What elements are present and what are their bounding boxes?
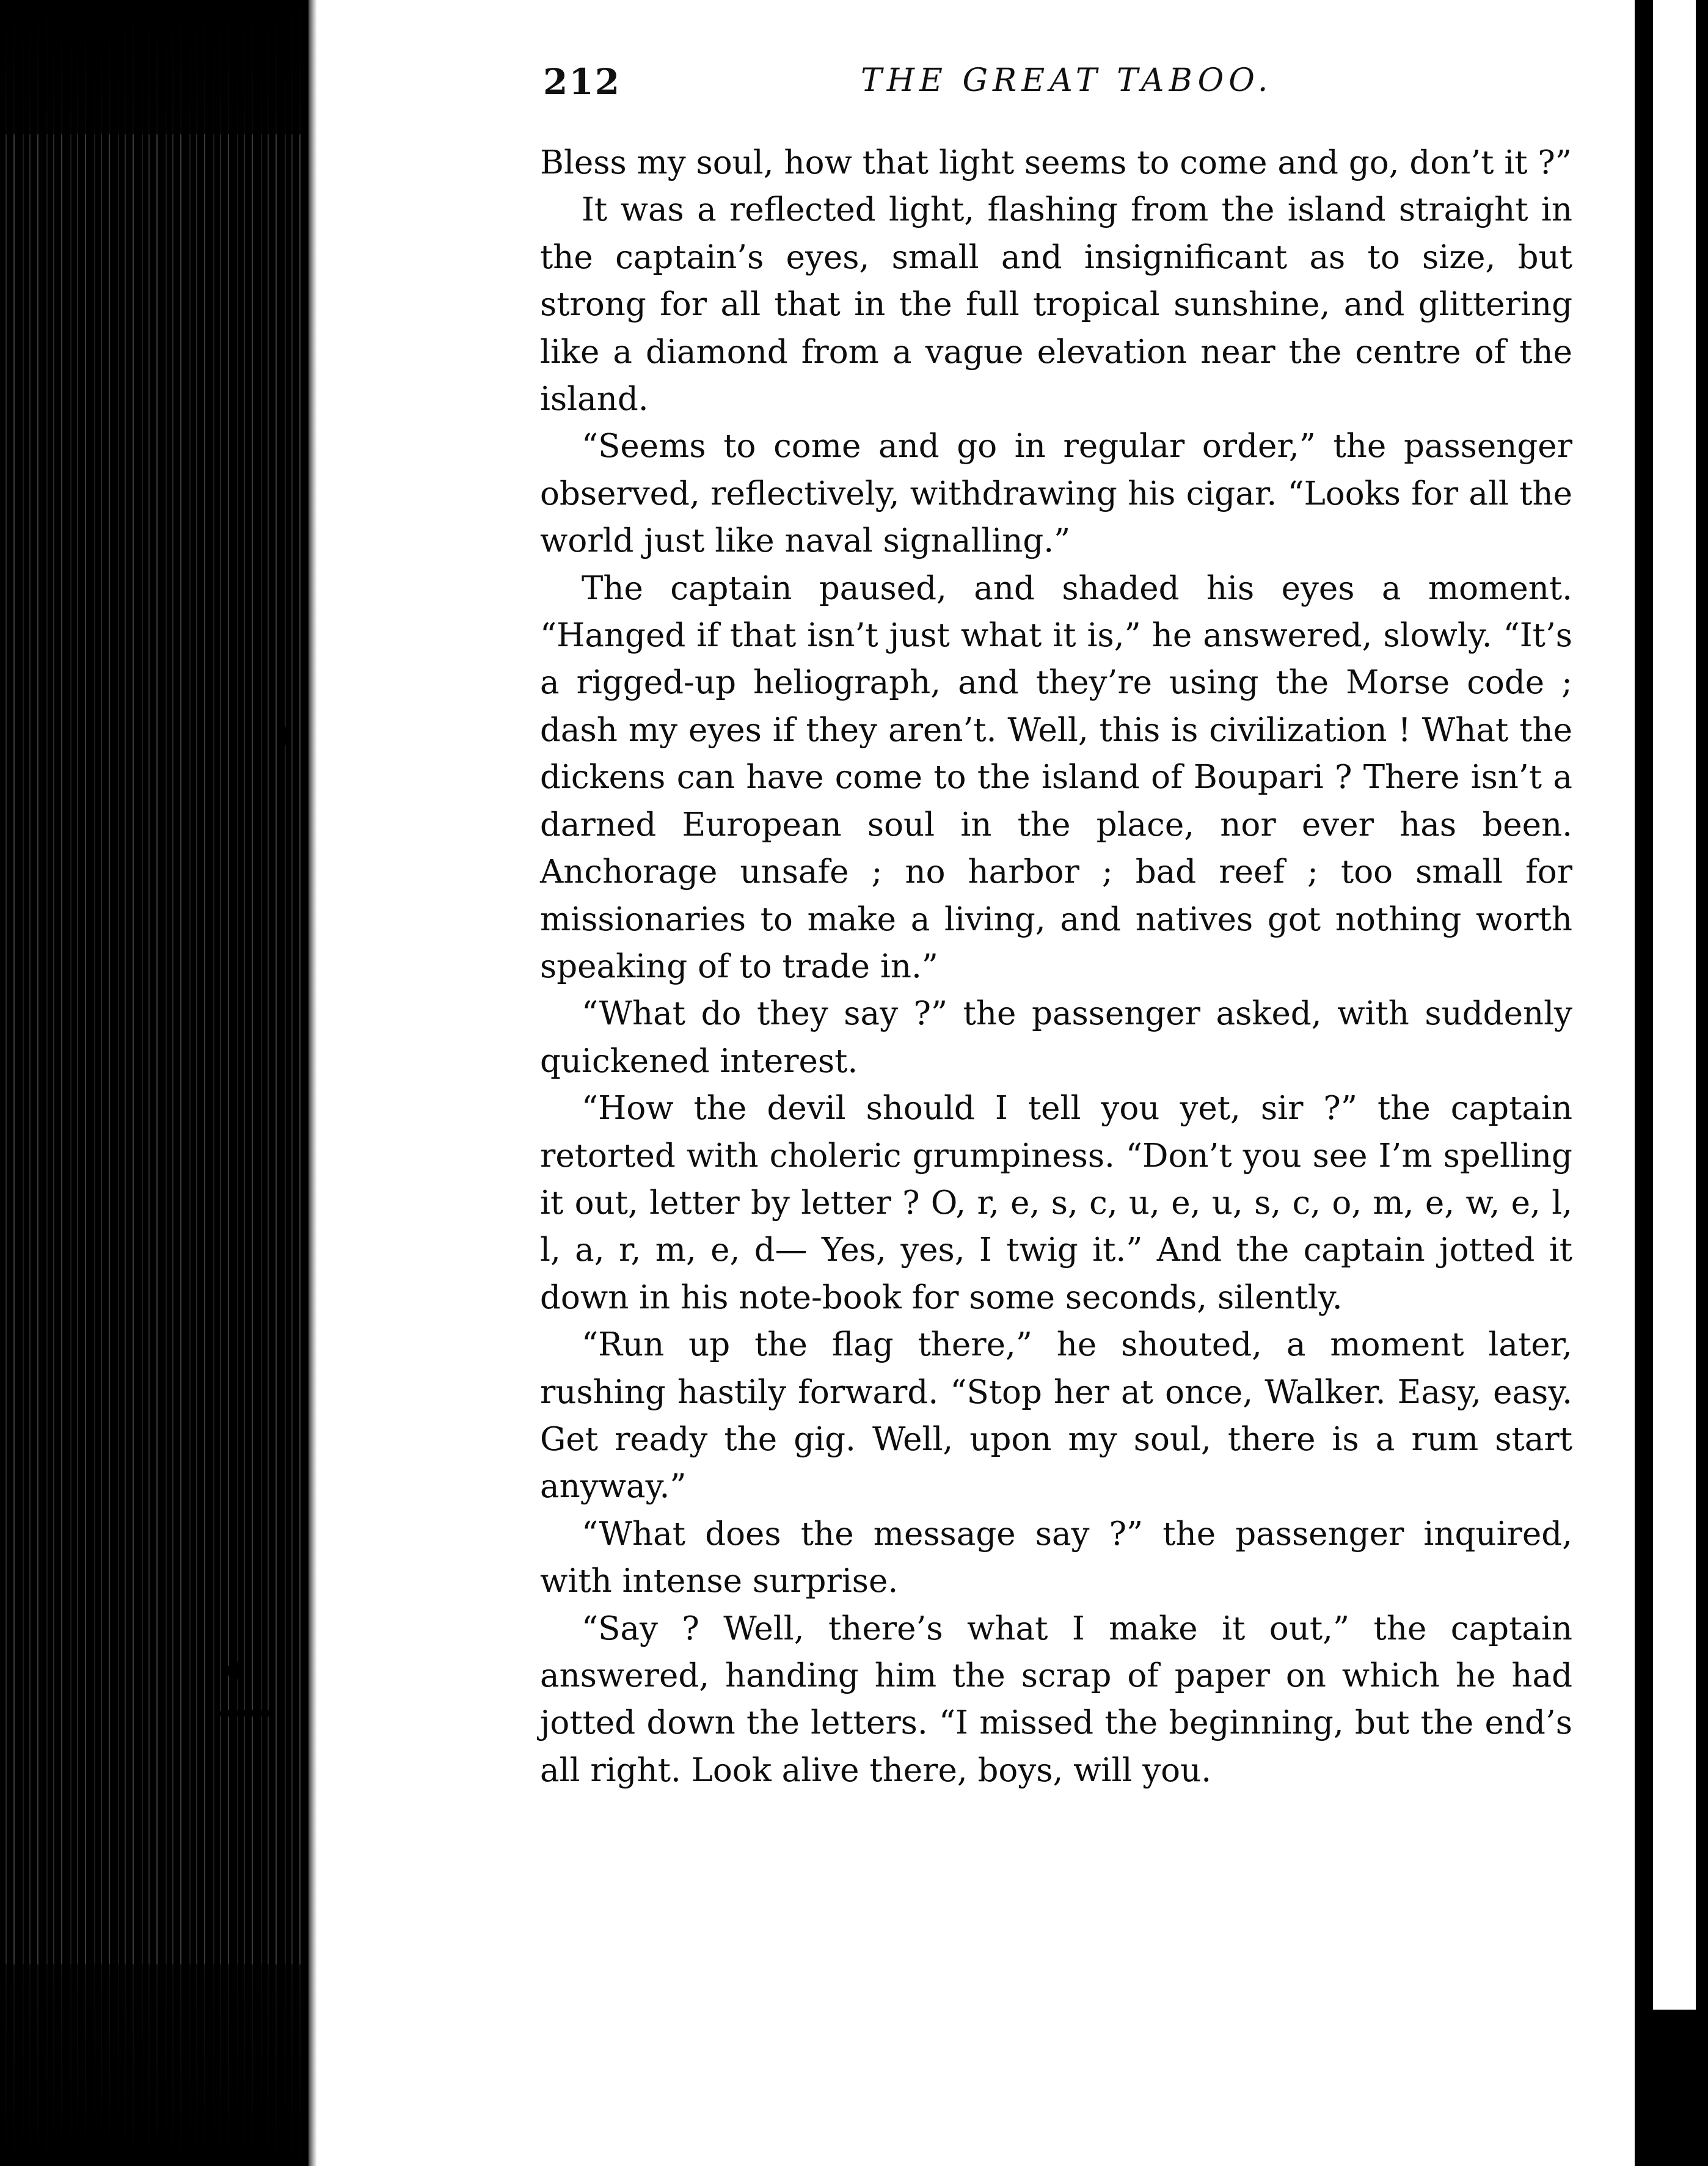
paragraph: The captain paused, and shaded his eyes a moment. “Hanged if that isn’t just what it is,” he answered, slowly. “It’s a rigged-up heliograph, and they’re using the Morse code ; dash my eyes if they aren’t. Well, this is civilization ! What the dickens can have come to the island of Boupari ? There isn’t a darned European soul in the place, nor ever has been. Anchorage unsafe ; no harbor ; bad reef ; too small for missionaries to make a living, and natives got nothing worth speaking of to trade in.” [540, 569, 1572, 985]
scanner-border-strip [1653, 0, 1696, 2010]
printed-page [317, 0, 1635, 2166]
fore-edge-shadow-bottom [0, 1964, 324, 2166]
scan-speck [227, 1661, 243, 1680]
paragraph: It was a reflected light, flashing from the island straight in the captain’s eyes, small and insignificant as to size, but strong for all that in the full tropical sunshine, and glittering like a diamond from a vague elevation near the centre of the island. [540, 191, 1572, 418]
paragraph: Bless my soul, how that light seems to come and go, don’t it ?” [540, 144, 1572, 181]
paragraph: “Run up the flag there,” he shouted, a moment later, rushing hastily forward. “Stop her at once, Walker. Easy, easy. Get ready the gig. Well, upon my soul, there is a rum start anyway.” [540, 1326, 1572, 1506]
paragraph: “What does the message say ?” the passenger inquired, with intense surprise. [540, 1515, 1572, 1600]
paragraph: “Say ? Well, there’s what I make it out,” the captain answered, handing him the scrap of paper on which he had jotted down the letters. “I missed the beginning, but the end’s all right. Look alive there, boys, will you. [540, 1610, 1572, 1789]
scan-speck [278, 281, 284, 286]
scan-speck [220, 1710, 275, 1716]
page-gutter [308, 0, 317, 2166]
paragraph: “What do they say ?” the passenger asked, with suddenly quickened interest. [540, 995, 1572, 1080]
running-head [543, 61, 1582, 122]
scanner-border-inner [1635, 0, 1649, 2010]
body-text [540, 139, 1572, 1794]
paragraph: “Seems to come and go in regular order,” the passenger observed, reflectively, withdrawing his cigar. “Looks for all the world just like naval signalling.” [540, 428, 1572, 560]
fore-edge-shadow-top [0, 0, 324, 134]
paragraph: “How the devil should I tell you yet, sir ?” the captain retorted with choleric grumpiness. “Don’t you see I’m spelling it out, letter by letter ? O, r, e, s, c, u, e, u, s, c, o, m, e, w, e, l, l, a, r, m, e, d— Yes, yes, I twig it.” And the captain jotted it down in his note-book for some seconds, silently. [540, 1090, 1572, 1316]
book-fore-edge [0, 0, 324, 2166]
scan-speck [281, 727, 288, 745]
page-number: 212 [543, 61, 621, 103]
running-title: THE GREAT TABOO. [861, 62, 1273, 99]
